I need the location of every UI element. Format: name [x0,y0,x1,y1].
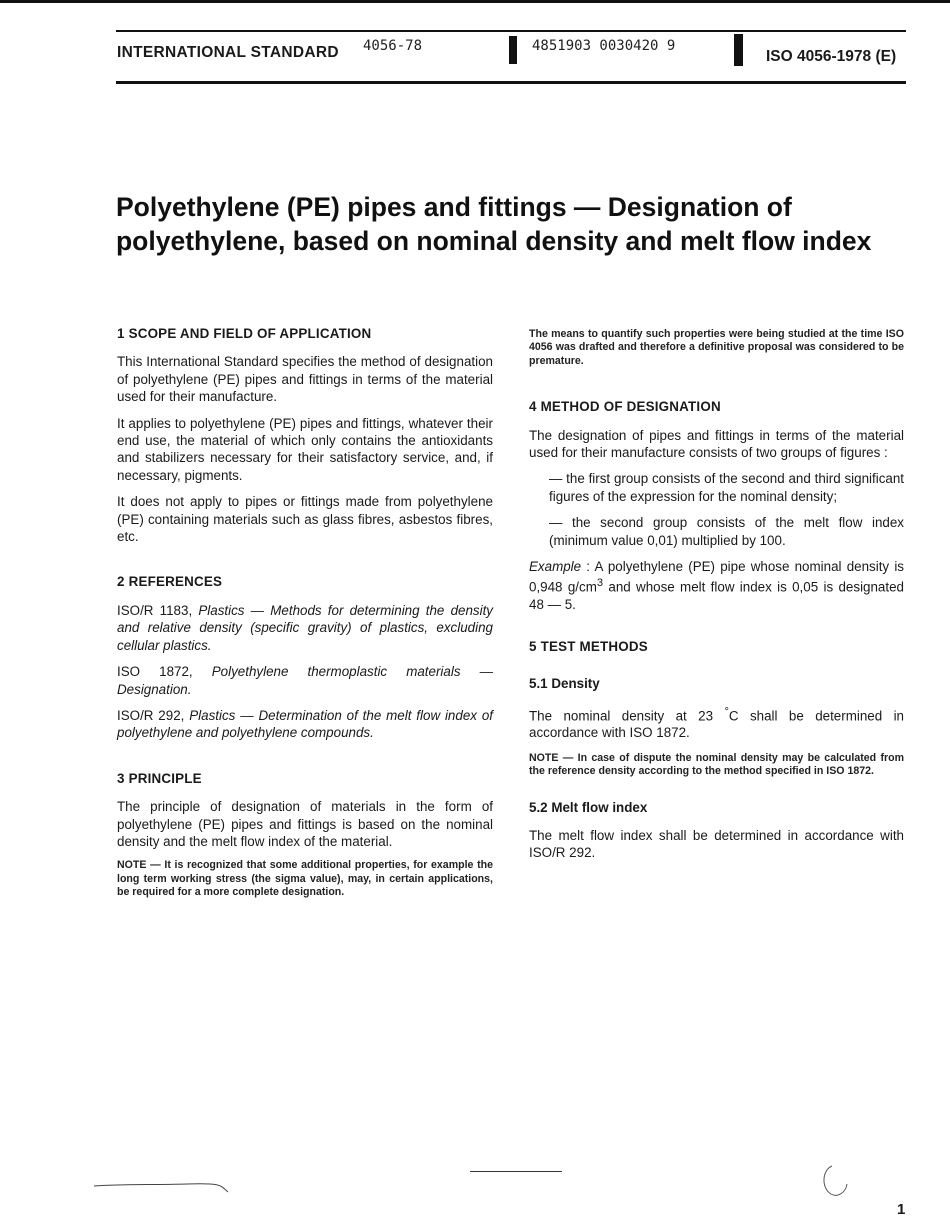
section-5-heading: 5 TEST METHODS [529,638,648,654]
section-4-heading: 4 METHOD OF DESIGNATION [529,399,721,415]
barcode-code: 4851903 0030420 9 [532,38,676,54]
footer-left-scribble [92,1176,232,1194]
section-3-note: NOTE — It is recognized that some additional properties, for example the long term working stress (the sigma value), may, in certain applications, be required for a more complete designation. [117,859,493,899]
reference-number: ISO 1872, [117,664,193,680]
reference-number: ISO/R 292, [117,707,185,723]
page-number: 1 [897,1201,906,1218]
section-4-paragraph: The designation of pipes and fittings in terms of the material used for their manufacture consists of two groups of figures : [529,427,904,461]
section-2-heading: 2 REFERENCES [117,574,223,590]
example-text-b: and whose melt flow index is 0,05 is designated 48 — 5. [529,579,904,613]
section-3-paragraph: The principle of designation of materials in the form of polyethylene (PE) pipes and fittings is based on the nominal density and the melt flow index of the material. [117,799,493,849]
section-5-2-paragraph: The melt flow index shall be determined in accordance with ISO/R 292. [529,828,904,861]
footer-center-rule [470,1171,562,1172]
example-superscript: 3 [596,577,604,590]
density-text-b: C shall be determined in accordance with ISO 1872. [529,708,905,741]
header-rule-top [116,30,906,32]
standard-label: INTERNATIONAL STANDARD [117,44,339,61]
barcode-mark-left [509,36,517,64]
reference-iso-r-292 [117,707,493,742]
barcode-mark-right [734,34,743,66]
section-1-paragraph-1: This International Standard specifies the method of designation of polyethylene (PE) pipes and fittings in terms of the material used for their manufacture. [117,354,493,405]
section-5-2-heading: 5.2 Melt flow index [529,799,648,815]
top-edge-rule [0,0,950,3]
iso-number: ISO 4056-1978 (E) [766,48,897,65]
document-title [116,190,906,258]
section-5-1-note: NOTE — In case of dispute the nominal density may be calculated from the reference density according to the method specified in ISO 1872. [529,751,904,778]
reference-title: Plastics — Methods for determining the density and relative density (specific gravity) of plastics, excluding cellular plastics. [117,602,493,653]
section-1-paragraph-2: It applies to polyethylene (PE) pipes and fittings, whatever their end use, the material of which only contains the antioxidants and stabilizers necessary for their satisfactory service, and, if necessary, pigments. [117,415,493,483]
section-1-heading: 1 SCOPE AND FIELD OF APPLICATION [117,326,372,341]
reference-title: Polyethylene thermoplastic materials — Designation. [117,664,493,697]
header-rule-bottom [116,81,906,84]
degree-sign: ° [724,705,729,718]
designation-example [529,558,904,614]
continued-note: The means to quantify such properties were being studied at the time ISO 4056 was drafted and therefore a definitive proposal was considered to be premature. [529,328,904,367]
designation-item-1: — the first group consists of the second and third significant figures of the expression for the nominal density; [549,471,904,504]
designation-item-2: — the second group consists of the melt flow index (minimum value 0,01) multiplied by 100. [549,515,904,548]
section-5-1-heading: 5.1 Density [529,676,600,692]
section-3-heading: 3 PRINCIPLE [117,770,202,786]
example-text-a: : A polyethylene (PE) pipe whose nominal density is 0,948 g/cm [529,559,904,595]
reference-title: Plastics — Determination of the melt flow index of polyethylene and polyethylene compounds. [117,707,493,741]
section-5-1-paragraph [529,704,904,742]
title-line-2: polyethylene, based on nominal density and melt flow index [116,226,872,256]
handwritten-code: 4056-78 [363,38,423,54]
right-column [529,328,904,862]
density-text-a: The nominal density at 23 [529,708,725,724]
binding-hole-mark [818,1162,852,1200]
reference-number: ISO/R 1183, [117,602,193,618]
section-1-paragraph-3: It does not apply to pipes or fittings made from polyethylene (PE) containing materials such as glass fibres, asbestos fibres, etc. [117,494,493,545]
example-label: Example [529,559,582,575]
left-column [117,325,493,900]
reference-iso-r-1183 [117,602,493,654]
title-line-1: Polyethylene (PE) pipes and fittings — Designation of [116,192,792,222]
reference-iso-1872 [117,663,493,698]
